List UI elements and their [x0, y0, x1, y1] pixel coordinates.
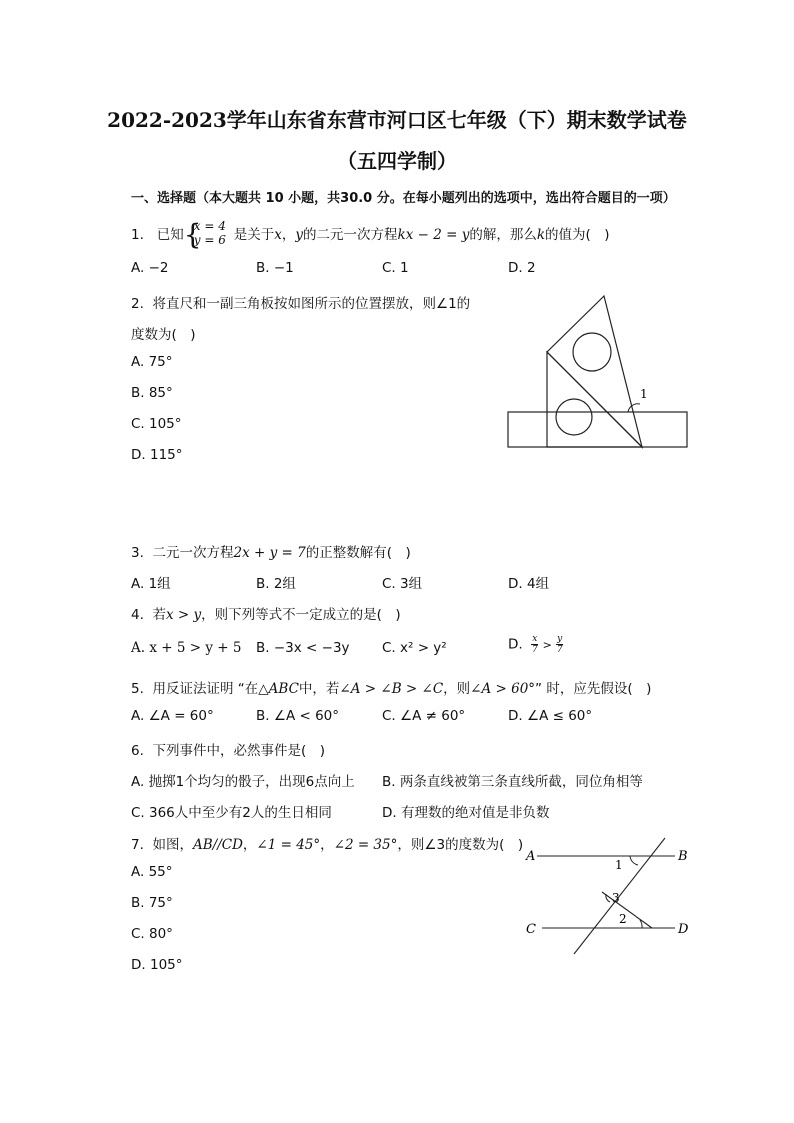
triangle-hole-bottom [556, 399, 592, 435]
segment-to-d [602, 892, 652, 928]
question-6: 6. 下列事件中，必然事件是( ) [131, 743, 326, 759]
option-b: B. 85° [131, 385, 173, 401]
parallel-lines-figure [520, 832, 700, 962]
option-a: A. 1组 [131, 576, 171, 592]
question-number: 6. [131, 743, 144, 759]
question-number: 5. [131, 681, 144, 697]
label-c: C [526, 922, 536, 937]
question-number: 3. [131, 545, 144, 561]
question-number: 4. [131, 607, 144, 623]
exam-subtitle: （五四学制） [337, 149, 457, 173]
option-d: D. $\frac{x}{7}$ > $\frac{y}{7}$ [508, 634, 563, 655]
label-angle-3: 3 [612, 891, 620, 905]
triangle-hole-top [573, 333, 611, 371]
triangle-30 [547, 352, 642, 447]
option-d: D. 4组 [508, 576, 550, 592]
question-3: 3. 二元一次方程2x + y = 7的正整数解有( ) [131, 545, 411, 561]
question-number: 2. [131, 296, 144, 312]
question-1: 1. 已知 { x = 4 y = 6 是关于x，y的二元一次方程kx − 2 = y的解，那么k的值为( ) [131, 218, 610, 251]
equation-system: { x = 4 y = 6 [183, 218, 226, 251]
option-b: B. 2组 [256, 576, 296, 592]
option-a: A. 抛掷1个均匀的骰子，出现6点向上 [131, 774, 355, 790]
option-a: A. 75° [131, 354, 173, 370]
option-d: D. 105° [131, 957, 183, 973]
question-number: 1. [131, 227, 144, 243]
option-a: A. x + 5 > y + 5 [131, 640, 242, 656]
section-heading: 一、选择题（本大题共 10 小题，共30.0 分。在每小题列出的选项中，选出符合题目的一项） [131, 191, 676, 206]
option-c: C. ∠A ≠ 60° [382, 708, 466, 724]
option-c: C. 105° [131, 416, 182, 432]
option-a: A. −2 [131, 260, 169, 276]
exam-title: 2022-2023学年山东省东营市河口区七年级（下）期末数学试卷 [107, 108, 687, 132]
option-d: D. ∠A ≤ 60° [508, 708, 593, 724]
angle-1-label: 1 [640, 387, 648, 401]
option-d: D. 115° [131, 447, 183, 463]
label-angle-1: 1 [615, 858, 623, 872]
option-a: A. ∠A = 60° [131, 708, 214, 724]
label-a: A [526, 849, 536, 864]
option-c: C. 3组 [382, 576, 423, 592]
question-5: 5. 用反证法证明 “在△ABC中，若∠A > ∠B > ∠C，则∠A > 60°” 时，应先假设( ) [131, 681, 652, 697]
angle-1-arc [628, 404, 640, 412]
option-b: B. −1 [256, 260, 294, 276]
option-c: C. 80° [131, 926, 173, 942]
option-b: B. −3x < −3y [256, 640, 350, 656]
option-c: C. 1 [382, 260, 409, 276]
question-2-line2: 度数为( ) [131, 327, 196, 343]
label-angle-2: 2 [619, 912, 627, 926]
option-c: C. x² > y² [382, 640, 447, 656]
question-number: 7. [131, 837, 144, 853]
option-c: C. 366人中至少有2人的生日相同 [131, 805, 332, 821]
option-a: A. 55° [131, 864, 173, 880]
label-b: B [678, 849, 688, 864]
option-b: B. 75° [131, 895, 173, 911]
ruler [508, 412, 687, 447]
question-7: 7. 如图，AB//CD，∠1 = 45°，∠2 = 35°，则∠3的度数为( ) [131, 837, 524, 853]
option-d: D. 2 [508, 260, 536, 276]
question-4: 4. 若x > y，则下列等式不一定成立的是( ) [131, 607, 401, 623]
option-b: B. ∠A < 60° [256, 708, 340, 724]
label-d: D [678, 922, 689, 937]
angle-1-arc [630, 856, 638, 865]
triangle-45 [547, 296, 642, 447]
ruler-triangle-figure [500, 290, 700, 455]
option-b: B. 两条直线被第三条直线所截，同位角相等 [382, 774, 643, 790]
question-2: 2. 将直尺和一副三角板按如图所示的位置摆放，则∠1的 [131, 296, 471, 312]
option-d: D. 有理数的绝对值是非负数 [382, 805, 550, 821]
